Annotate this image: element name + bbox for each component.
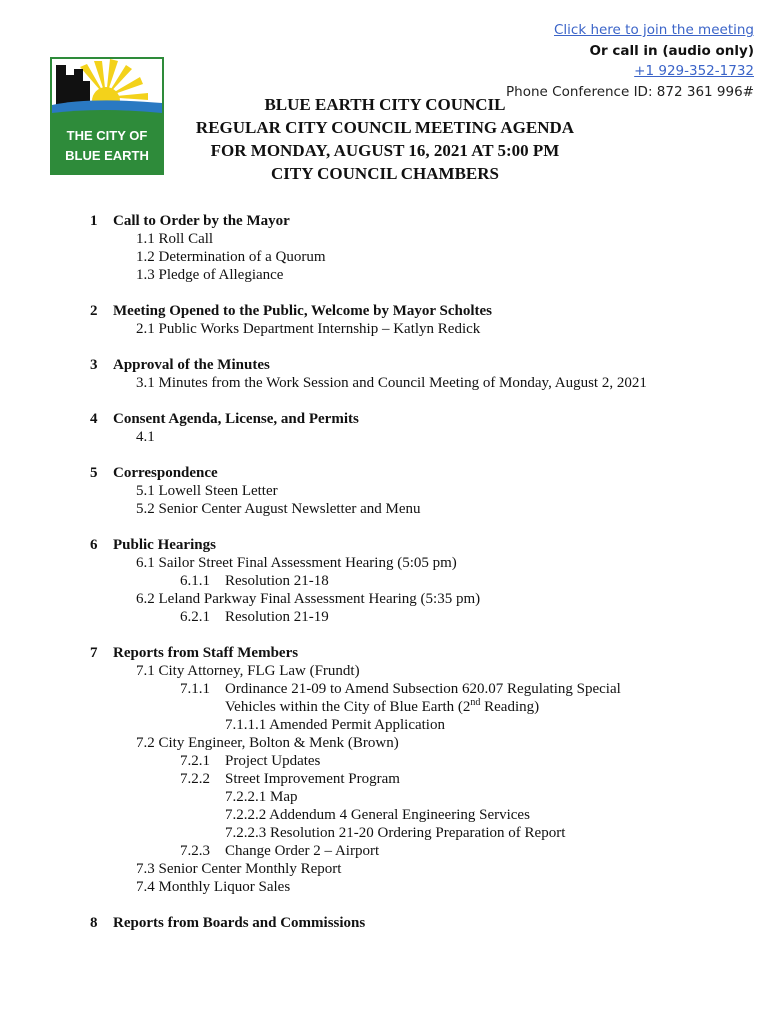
subitem-text: Project Updates <box>225 753 321 769</box>
continuation-text: Vehicles within the City of Blue Earth (2 <box>225 699 471 715</box>
agenda-item: 4.1 <box>136 429 155 445</box>
agenda-item: 7.2 City Engineer, Bolton & Menk (Brown) <box>136 735 399 751</box>
phone-number-link[interactable]: +1 929-352-1732 <box>634 63 754 79</box>
section-title: Consent Agenda, License, and Permits <box>113 411 359 427</box>
section-7 <box>90 644 760 896</box>
subitem-continuation <box>90 698 760 716</box>
conference-id: Phone Conference ID: 872 361 996# <box>506 83 754 100</box>
section-4 <box>90 410 760 446</box>
agenda-item: 7.1 City Attorney, FLG Law (Frundt) <box>136 663 360 679</box>
subitem-text: Change Order 2 – Airport <box>225 843 380 859</box>
section-number: 1 <box>90 213 98 229</box>
agenda-title <box>170 93 600 185</box>
logo-line1: THE CITY OF <box>66 128 148 143</box>
section-number: 7 <box>90 645 98 661</box>
agenda-subsubitem: 7.2.2.2 Addendum 4 General Engineering Services <box>225 807 530 823</box>
audio-only-label: Or call in (audio only) <box>589 42 754 59</box>
agenda-subsubitem: 7.2.2.3 Resolution 21-20 Ordering Preparation of Report <box>225 825 566 841</box>
agenda-subitem <box>90 572 760 590</box>
ordinal-suffix: nd <box>470 697 481 708</box>
section-title: Public Hearings <box>113 537 216 553</box>
section-8 <box>90 914 760 932</box>
agenda-subitem <box>90 842 760 860</box>
section-number: 2 <box>90 303 98 319</box>
agenda-subitem <box>90 680 760 698</box>
title-line-2: REGULAR CITY COUNCIL MEETING AGENDA <box>195 118 575 137</box>
subitem-number: 7.2.1 <box>180 753 210 769</box>
section-2 <box>90 302 760 338</box>
section-title: Correspondence <box>113 465 218 481</box>
join-meeting-link[interactable]: Click here to join the meeting <box>553 22 754 38</box>
agenda-subsubitem: 7.2.2.1 Map <box>225 789 298 805</box>
agenda-subitem <box>90 752 760 770</box>
section-6 <box>90 536 760 626</box>
section-title: Reports from Boards and Commissions <box>113 915 366 931</box>
subitem-number: 7.1.1 <box>180 681 210 697</box>
agenda-subsubitem: 7.1.1.1 Amended Permit Application <box>225 717 445 733</box>
section-5 <box>90 464 760 518</box>
section-1 <box>90 212 760 284</box>
call-in-info <box>506 20 754 102</box>
agenda-item: 1.2 Determination of a Quorum <box>136 249 326 265</box>
subitem-number: 6.2.1 <box>180 609 210 625</box>
agenda-item: 1.1 Roll Call <box>136 231 214 247</box>
section-3 <box>90 356 760 392</box>
section-title: Meeting Opened to the Public, Welcome by Mayor Scholtes <box>113 303 492 319</box>
section-title: Approval of the Minutes <box>113 357 270 373</box>
agenda-item: 6.2 Leland Parkway Final Assessment Hearing (5:35 pm) <box>136 591 481 607</box>
section-number: 5 <box>90 465 98 481</box>
subitem-text: Ordinance 21-09 to Amend Subsection 620.07 Regulating Special <box>225 681 621 697</box>
subitem-number: 7.2.3 <box>180 843 210 859</box>
agenda-subitem <box>90 770 760 788</box>
continuation-text-end: Reading) <box>480 699 540 715</box>
logo-line2: BLUE EARTH <box>65 148 149 163</box>
section-number: 4 <box>90 411 98 427</box>
section-title: Call to Order by the Mayor <box>113 213 290 229</box>
subitem-text: Resolution 21-19 <box>225 609 329 625</box>
section-number: 3 <box>90 357 98 373</box>
agenda-item: 7.4 Monthly Liquor Sales <box>136 879 291 895</box>
title-line-3: FOR MONDAY, AUGUST 16, 2021 AT 5:00 PM <box>210 141 560 160</box>
agenda-item: 6.1 Sailor Street Final Assessment Hearing (5:05 pm) <box>136 555 457 571</box>
subitem-number: 6.1.1 <box>180 573 210 589</box>
agenda-item: 7.3 Senior Center Monthly Report <box>136 861 342 877</box>
agenda-item: 2.1 Public Works Department Internship – Katlyn Redick <box>136 321 481 337</box>
title-line-4: CITY COUNCIL CHAMBERS <box>271 164 499 183</box>
section-number: 8 <box>90 915 98 931</box>
city-logo <box>50 57 164 175</box>
agenda-item: 5.2 Senior Center August Newsletter and Menu <box>136 501 421 517</box>
agenda-item: 5.1 Lowell Steen Letter <box>136 483 278 499</box>
agenda-list <box>90 212 760 950</box>
section-title: Reports from Staff Members <box>113 645 299 661</box>
agenda-item: 1.3 Pledge of Allegiance <box>136 267 284 283</box>
subitem-text: Resolution 21-18 <box>225 573 329 589</box>
subitem-text: Street Improvement Program <box>225 771 400 787</box>
subitem-number: 7.2.2 <box>180 771 210 787</box>
agenda-item: 3.1 Minutes from the Work Session and Council Meeting of Monday, August 2, 2021 <box>136 375 647 391</box>
agenda-subitem <box>90 608 760 626</box>
section-number: 6 <box>90 537 98 553</box>
title-line-1: BLUE EARTH CITY COUNCIL <box>264 95 506 114</box>
